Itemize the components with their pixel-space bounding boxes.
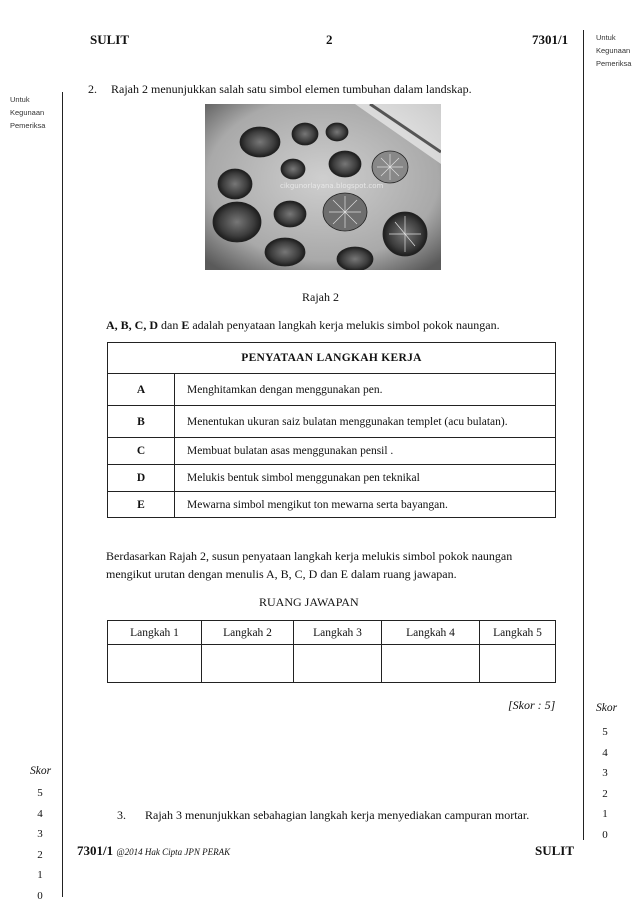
ordering-instruction: Berdasarkan Rajah 2, susun penyataan langkah kerja melukis simbol pokok naungan mengikut urutan dengan menulis A, B, C, D dan E dalam ruang jawapan. [106, 547, 512, 583]
footer-sulit: SULIT [535, 843, 574, 859]
step-label: E [108, 492, 175, 518]
table-row [108, 492, 556, 518]
answer-header-row [108, 621, 556, 645]
answer-space-title: RUANG JAWAPAN [259, 595, 359, 610]
examiner-use-label-left: Untuk Kegunaan Pemeriksa [10, 93, 45, 132]
answer-cell-5[interactable] [480, 645, 556, 683]
step-text: Melukis bentuk simbol menggunakan pen teknikal [175, 465, 556, 492]
right-margin-line [583, 30, 584, 840]
answer-header: Langkah 3 [294, 621, 382, 645]
step-text: Menghitamkan dengan menggunakan pen. [175, 374, 556, 406]
steps-intro: A, B, C, D dan E adalah penyataan langkah kerja melukis simbol pokok naungan. [106, 318, 500, 333]
figure-caption: Rajah 2 [302, 290, 339, 305]
right-score-label: Skor [596, 702, 617, 714]
page-number: 2 [326, 32, 333, 48]
table-row [108, 406, 556, 438]
step-text: Membuat bulatan asas menggunakan pensil . [175, 438, 556, 465]
answer-header: Langkah 1 [108, 621, 202, 645]
table-row [108, 438, 556, 465]
score-note: [Skor : 5] [508, 698, 555, 713]
right-score-column [595, 722, 615, 845]
score-value: 0 [30, 886, 50, 906]
left-score-label: Skor [30, 765, 51, 777]
header-code: 7301/1 [532, 32, 568, 48]
answer-header: Langkah 5 [480, 621, 556, 645]
tree-symbol-photo [205, 104, 441, 270]
step-text: Menentukan ukuran saiz bulatan menggunakan templet (acu bulatan). [175, 406, 556, 438]
score-value: 2 [595, 784, 615, 805]
step-label: D [108, 465, 175, 492]
answer-header: Langkah 4 [382, 621, 480, 645]
table-row [108, 465, 556, 492]
steps-table [107, 342, 556, 518]
answer-table [107, 620, 556, 683]
answer-cell-4[interactable] [382, 645, 480, 683]
photo-watermark: cikgunorlayana.blogspot.com [280, 182, 384, 190]
answer-cell-2[interactable] [202, 645, 294, 683]
footer-code: 7301/1 [77, 843, 113, 858]
step-label: A [108, 374, 175, 406]
score-value: 2 [30, 845, 50, 866]
score-value: 4 [30, 804, 50, 825]
score-value: 5 [30, 783, 50, 804]
answer-header: Langkah 2 [202, 621, 294, 645]
step-label: C [108, 438, 175, 465]
table-row [108, 374, 556, 406]
question-3-number: 3. [117, 808, 126, 823]
left-margin-line [62, 92, 63, 897]
step-label: B [108, 406, 175, 438]
question-2-text: Rajah 2 menunjukkan salah satu simbol elemen tumbuhan dalam landskap. [111, 82, 472, 97]
footer-left [77, 843, 230, 859]
question-3-text: Rajah 3 menunjukkan sebahagian langkah kerja menyediakan campuran mortar. [145, 808, 529, 823]
step-text: Mewarna simbol mengikut ton mewarna serta bayangan. [175, 492, 556, 518]
score-value: 3 [30, 824, 50, 845]
steps-table-header-row [108, 343, 556, 374]
header-sulit: SULIT [90, 32, 129, 48]
answer-input-row [108, 645, 556, 683]
footer-copyright: @2014 Hak Cipta JPN PERAK [116, 847, 230, 857]
score-value: 3 [595, 763, 615, 784]
score-value: 4 [595, 743, 615, 764]
left-score-column [30, 783, 50, 906]
steps-table-title: PENYATAAN LANGKAH KERJA [108, 343, 556, 374]
tree-symbol-illustration [205, 104, 441, 270]
score-value: 5 [595, 722, 615, 743]
answer-cell-3[interactable] [294, 645, 382, 683]
score-value: 1 [595, 804, 615, 825]
answer-cell-1[interactable] [108, 645, 202, 683]
score-value: 1 [30, 865, 50, 886]
examiner-use-label-right: Untuk Kegunaan Pemeriksa [596, 31, 631, 70]
question-2-number: 2. [88, 82, 97, 97]
score-value: 0 [595, 825, 615, 846]
